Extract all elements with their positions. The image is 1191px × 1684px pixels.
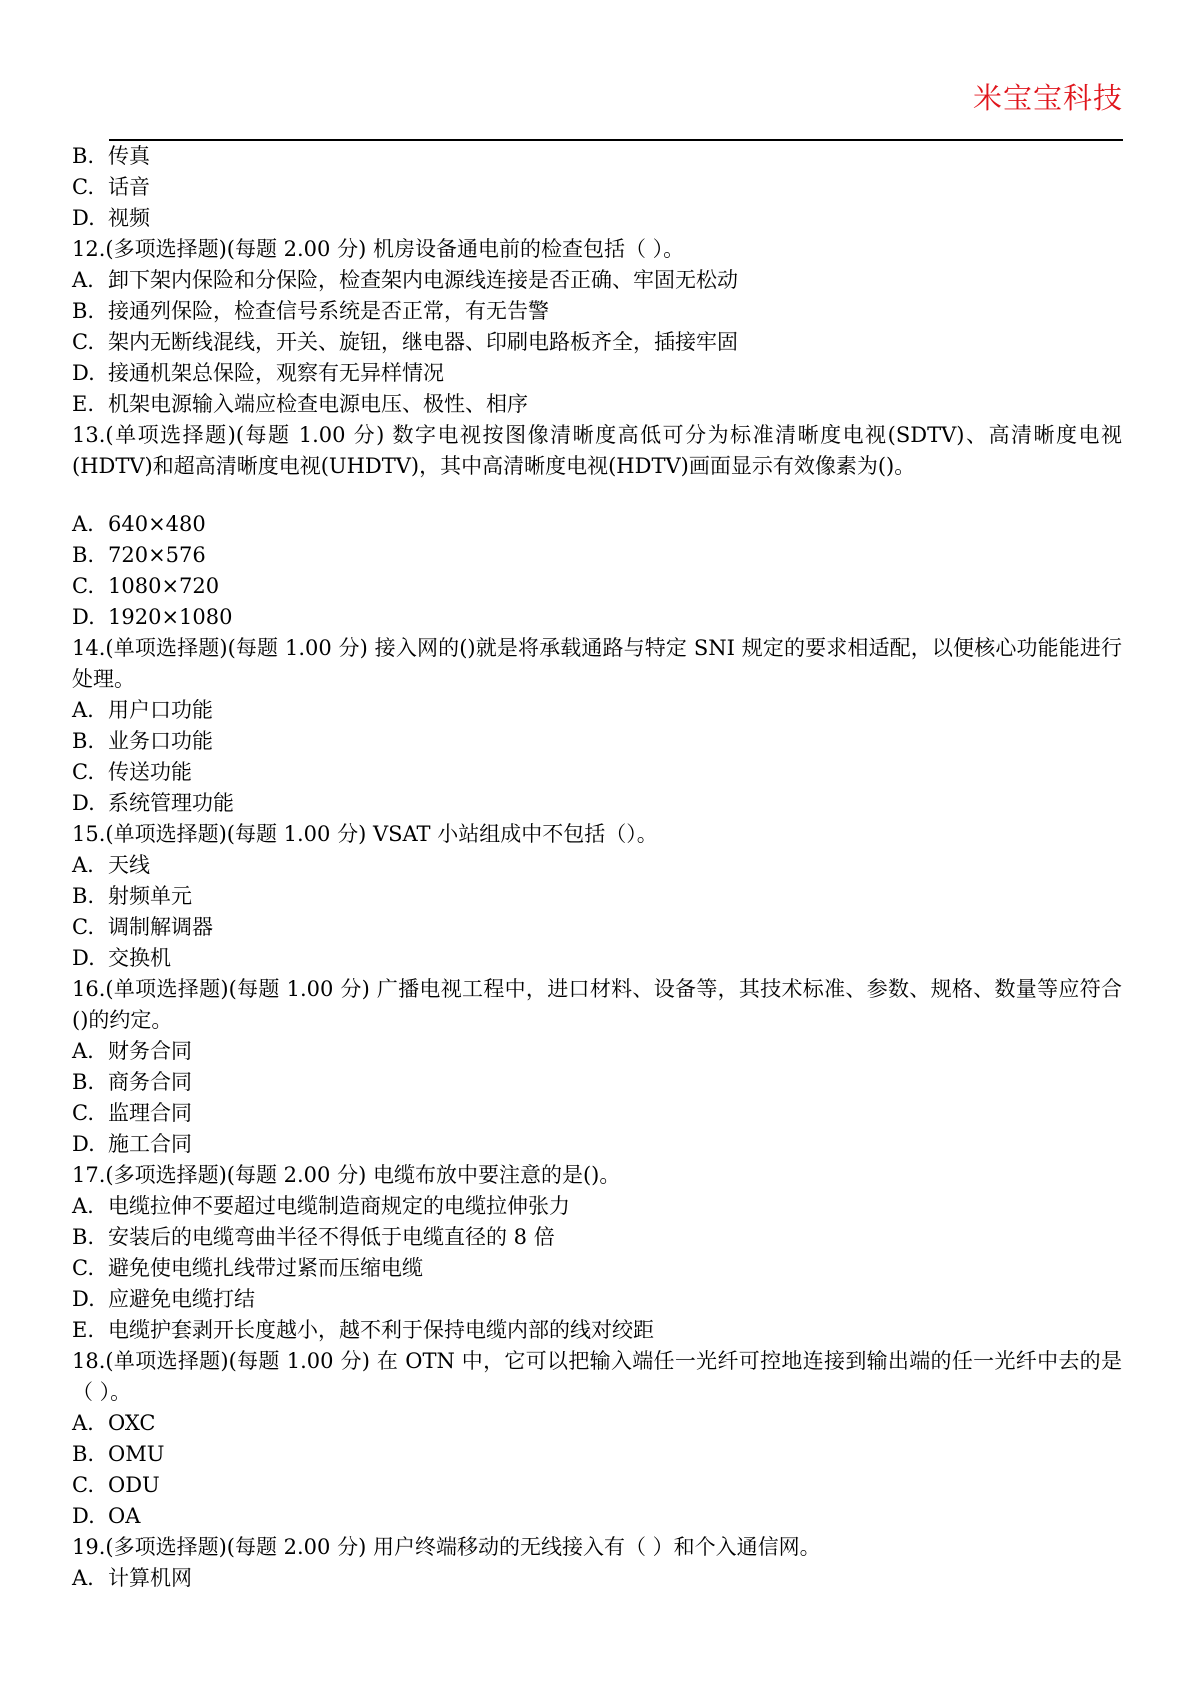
option-letter: C.	[72, 915, 94, 939]
option-letter: C.	[72, 1256, 94, 1280]
option-text: OMU	[108, 1442, 165, 1466]
option-text: 机架电源输入端应检查电源电压、极性、相序	[108, 392, 528, 416]
option-letter: B.	[72, 884, 95, 908]
option-letter: D.	[72, 361, 95, 385]
answer-option	[72, 943, 1122, 974]
option-text: 传真	[108, 144, 150, 168]
option-letter: D.	[72, 206, 95, 230]
answer-option	[72, 912, 1122, 943]
option-letter: B.	[72, 543, 95, 567]
option-letter: A.	[72, 1411, 94, 1435]
answer-option	[72, 788, 1122, 819]
option-text: 视频	[108, 206, 150, 230]
answer-option	[72, 1470, 1122, 1501]
answer-option	[72, 540, 1122, 571]
answer-option	[72, 358, 1122, 389]
option-text: 用户口功能	[108, 698, 213, 722]
option-text: 商务合同	[108, 1070, 192, 1094]
option-text: OXC	[108, 1411, 156, 1435]
answer-option	[72, 850, 1122, 881]
option-letter: B.	[72, 144, 95, 168]
option-text: 计算机网	[108, 1566, 192, 1590]
document-body	[72, 141, 1122, 1594]
option-letter: B.	[72, 1442, 95, 1466]
option-letter: A.	[72, 1194, 94, 1218]
answer-option	[72, 1191, 1122, 1222]
answer-option	[72, 265, 1122, 296]
option-text: 射频单元	[108, 884, 192, 908]
option-letter: D.	[72, 605, 95, 629]
option-text: 系统管理功能	[108, 791, 234, 815]
option-text: 传送功能	[108, 760, 192, 784]
option-text: 业务口功能	[108, 729, 213, 753]
option-letter: A.	[72, 698, 94, 722]
option-text: OA	[108, 1504, 141, 1528]
option-text: 财务合同	[108, 1039, 192, 1063]
option-letter: A.	[72, 1566, 94, 1590]
option-letter: A.	[72, 853, 94, 877]
option-letter: D.	[72, 1132, 95, 1156]
option-letter: B.	[72, 729, 95, 753]
answer-option	[72, 1129, 1122, 1160]
option-text: 电缆护套剥开长度越小，越不利于保持电缆内部的线对绞距	[108, 1318, 654, 1342]
option-letter: B.	[72, 1070, 95, 1094]
answer-option	[72, 726, 1122, 757]
option-text: 交换机	[108, 946, 171, 970]
answer-option	[72, 141, 1122, 172]
option-letter: D.	[72, 1504, 95, 1528]
answer-option	[72, 757, 1122, 788]
brand-watermark: 米宝宝科技	[972, 81, 1123, 115]
option-letter: E.	[72, 392, 95, 416]
answer-option	[72, 1098, 1122, 1129]
option-text: 避免使电缆扎线带过紧而压缩电缆	[108, 1256, 423, 1280]
option-letter: B.	[72, 1225, 95, 1249]
option-text: 卸下架内保险和分保险，检查架内电源线连接是否正确、牢固无松动	[108, 268, 738, 292]
option-text: 1920×1080	[108, 605, 233, 629]
answer-option	[72, 172, 1122, 203]
option-text: 1080×720	[108, 574, 220, 598]
option-text: 应避免电缆打结	[108, 1287, 255, 1311]
option-letter: C.	[72, 1473, 94, 1497]
option-letter: C.	[72, 1101, 94, 1125]
answer-option	[72, 602, 1122, 633]
option-letter: A.	[72, 268, 94, 292]
question-text: 16.(单项选择题)(每题 1.00 分) 广播电视工程中，进口材料、设备等，其技术标准、参数、规格、数量等应符合()的约定。	[72, 977, 1122, 1032]
question-text: 14.(单项选择题)(每题 1.00 分) 接入网的()就是将承载通路与特定 SNI 规定的要求相适配，以便核心功能能进行处理。	[72, 636, 1122, 691]
option-text: 施工合同	[108, 1132, 192, 1156]
answer-option	[72, 203, 1122, 234]
answer-option	[72, 1563, 1122, 1594]
option-letter: C.	[72, 574, 94, 598]
option-letter: E.	[72, 1318, 95, 1342]
answer-option	[72, 1408, 1122, 1439]
answer-option	[72, 509, 1122, 540]
option-letter: D.	[72, 1287, 95, 1311]
answer-option	[72, 1501, 1122, 1532]
question-text: 12.(多项选择题)(每题 2.00 分) 机房设备通电前的检查包括（ ）。	[72, 237, 685, 261]
answer-option	[72, 1315, 1122, 1346]
option-letter: A.	[72, 512, 94, 536]
option-text: 640×480	[108, 512, 206, 536]
option-letter: D.	[72, 791, 95, 815]
option-text: 话音	[108, 175, 150, 199]
question-text: 13.(单项选择题)(每题 1.00 分) 数字电视按图像清晰度高低可分为标准清晰度电视(SDTV)、高清晰度电视(HDTV)和超高清晰度电视(UHDTV)，其中高清晰度电视(HDTV)画面显示有效像素为()。	[72, 423, 1122, 478]
option-text: 接通列保险，检查信号系统是否正常，有无告警	[108, 299, 549, 323]
answer-option	[72, 327, 1122, 358]
option-text: 720×576	[108, 543, 206, 567]
question-text: 19.(多项选择题)(每题 2.00 分) 用户终端移动的无线接入有（ ）和个入通信网。	[72, 1535, 821, 1559]
answer-option	[72, 571, 1122, 602]
answer-option	[72, 1439, 1122, 1470]
option-letter: A.	[72, 1039, 94, 1063]
option-letter: C.	[72, 330, 94, 354]
answer-option	[72, 389, 1122, 420]
blank-spacer	[72, 482, 1122, 509]
option-letter: C.	[72, 175, 94, 199]
option-text: 调制解调器	[108, 915, 213, 939]
option-letter: D.	[72, 946, 95, 970]
answer-option	[72, 1222, 1122, 1253]
answer-option	[72, 1284, 1122, 1315]
option-text: 电缆拉伸不要超过电缆制造商规定的电缆拉伸张力	[108, 1194, 570, 1218]
question-text: 17.(多项选择题)(每题 2.00 分) 电缆布放中要注意的是()。	[72, 1163, 621, 1187]
answer-option	[72, 1253, 1122, 1284]
option-text: 安装后的电缆弯曲半径不得低于电缆直径的 8 倍	[108, 1225, 555, 1249]
option-letter: C.	[72, 760, 94, 784]
answer-option	[72, 695, 1122, 726]
answer-option	[72, 1036, 1122, 1067]
option-text: 接通机架总保险，观察有无异样情况	[108, 361, 444, 385]
answer-option	[72, 881, 1122, 912]
option-letter: B.	[72, 299, 95, 323]
answer-option	[72, 1067, 1122, 1098]
option-text: ODU	[108, 1473, 160, 1497]
option-text: 监理合同	[108, 1101, 192, 1125]
option-text: 天线	[108, 853, 150, 877]
question-text: 15.(单项选择题)(每题 1.00 分) VSAT 小站组成中不包括（）。	[72, 822, 658, 846]
question-text: 18.(单项选择题)(每题 1.00 分) 在 OTN 中，它可以把输入端任一光纤可控地连接到输出端的任一光纤中去的是（ ）。	[72, 1349, 1122, 1404]
option-text: 架内无断线混线，开关、旋钮，继电器、印刷电路板齐全，插接牢固	[108, 330, 738, 354]
answer-option	[72, 296, 1122, 327]
